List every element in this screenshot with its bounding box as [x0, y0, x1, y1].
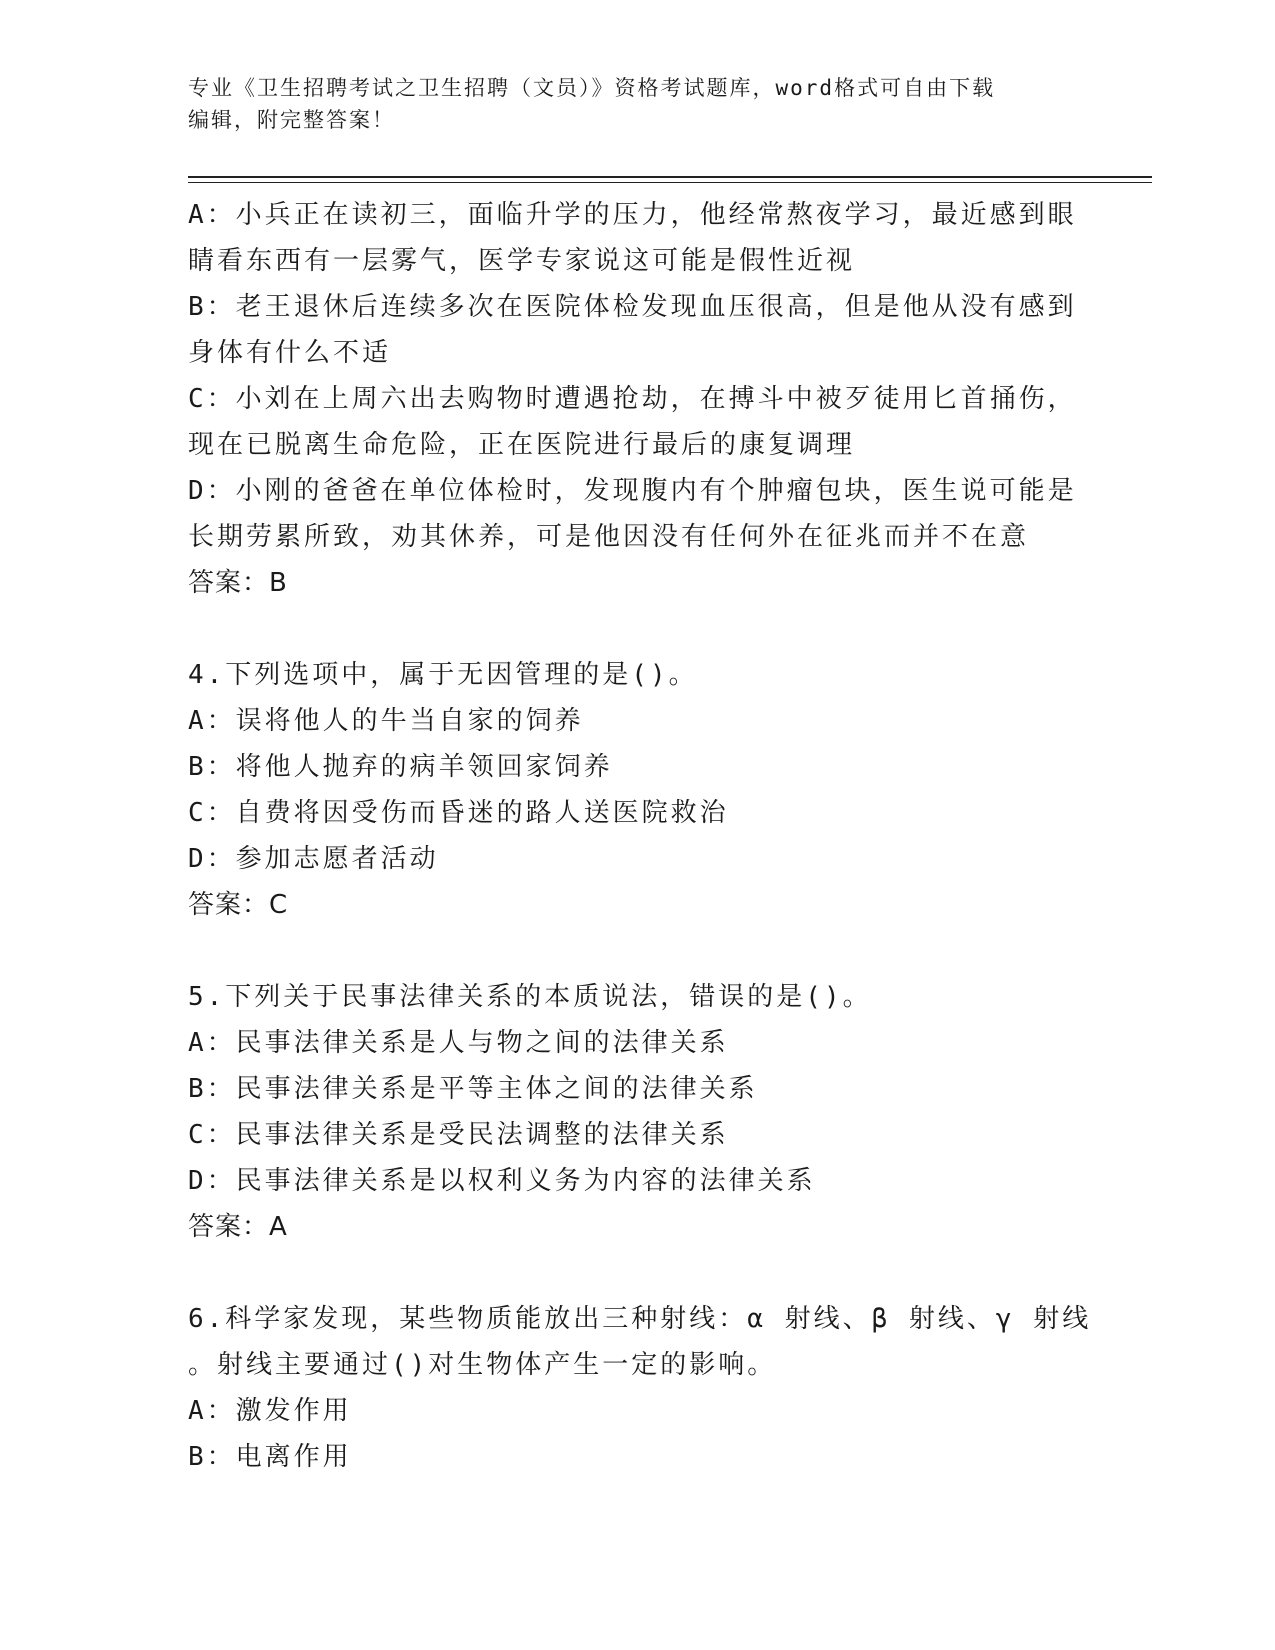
question-4: [188, 652, 1088, 928]
question-6: [188, 1296, 1092, 1480]
q6-option-b: B：电离作用: [188, 1442, 352, 1472]
q5-answer: 答案：A: [188, 1212, 288, 1242]
q3-answer: 答案：B: [188, 568, 288, 598]
q3-option-b-line-1: B：老王退休后连续多次在医院体检发现血压很高，但是他从没有感到: [188, 292, 1077, 322]
q6-stem-line-2: 。射线主要通过()对生物体产生一定的影响。: [188, 1350, 777, 1380]
q5-option-a: A：民事法律关系是人与物之间的法律关系: [188, 1028, 729, 1058]
q3-option-d-line-1: D：小刚的爸爸在单位体检时，发现腹内有个肿瘤包块，医生说可能是: [188, 476, 1077, 506]
q5-option-c: C：民事法律关系是受民法调整的法律关系: [188, 1120, 729, 1150]
q4-option-d: D：参加志愿者活动: [188, 844, 439, 874]
q6-stem-line-1: 6.科学家发现，某些物质能放出三种射线：α 射线、β 射线、γ 射线: [188, 1304, 1092, 1334]
q4-stem: 4.下列选项中，属于无因管理的是()。: [188, 660, 698, 690]
q3-option-d-line-2: 长期劳累所致，劝其休养，可是他因没有任何外在征兆而并不在意: [188, 522, 1030, 552]
q4-answer: 答案：C: [188, 890, 289, 920]
q3-option-a-line-1: A：小兵正在读初三，面临升学的压力，他经常熬夜学习，最近感到眼: [188, 200, 1077, 230]
q6-option-a: A：激发作用: [188, 1396, 352, 1426]
q5-option-d: D：民事法律关系是以权利义务为内容的法律关系: [188, 1166, 816, 1196]
document-header: [188, 72, 1088, 136]
q4-option-b: B：将他人抛弃的病羊领回家饲养: [188, 752, 613, 782]
header-line-1: 专业《卫生招聘考试之卫生招聘（文员）》资格考试题库，word格式可自由下载: [188, 76, 996, 100]
question-list: [188, 192, 1092, 1480]
q5-stem: 5.下列关于民事法律关系的本质说法，错误的是()。: [188, 982, 872, 1012]
q3-option-c-line-1: C：小刘在上周六出去购物时遭遇抢劫，在搏斗中被歹徒用匕首捅伤，: [188, 384, 1077, 414]
header-divider-thick: [188, 176, 1152, 178]
q5-option-b: B：民事法律关系是平等主体之间的法律关系: [188, 1074, 758, 1104]
header-divider-thin: [188, 182, 1152, 183]
q3-option-c-line-2: 现在已脱离生命危险，正在医院进行最后的康复调理: [188, 430, 856, 460]
header-line-2: 编辑，附完整答案！: [188, 108, 395, 132]
q4-option-c: C：自费将因受伤而昏迷的路人送医院救治: [188, 798, 729, 828]
spacer: [188, 606, 1088, 652]
question-3: [188, 192, 1088, 606]
spacer: [188, 1250, 1088, 1296]
question-5: [188, 974, 1088, 1250]
q3-option-a-line-2: 睛看东西有一层雾气，医学专家说这可能是假性近视: [188, 246, 856, 276]
q4-option-a: A：误将他人的牛当自家的饲养: [188, 706, 584, 736]
spacer: [188, 928, 1088, 974]
q3-option-b-line-2: 身体有什么不适: [188, 338, 392, 368]
